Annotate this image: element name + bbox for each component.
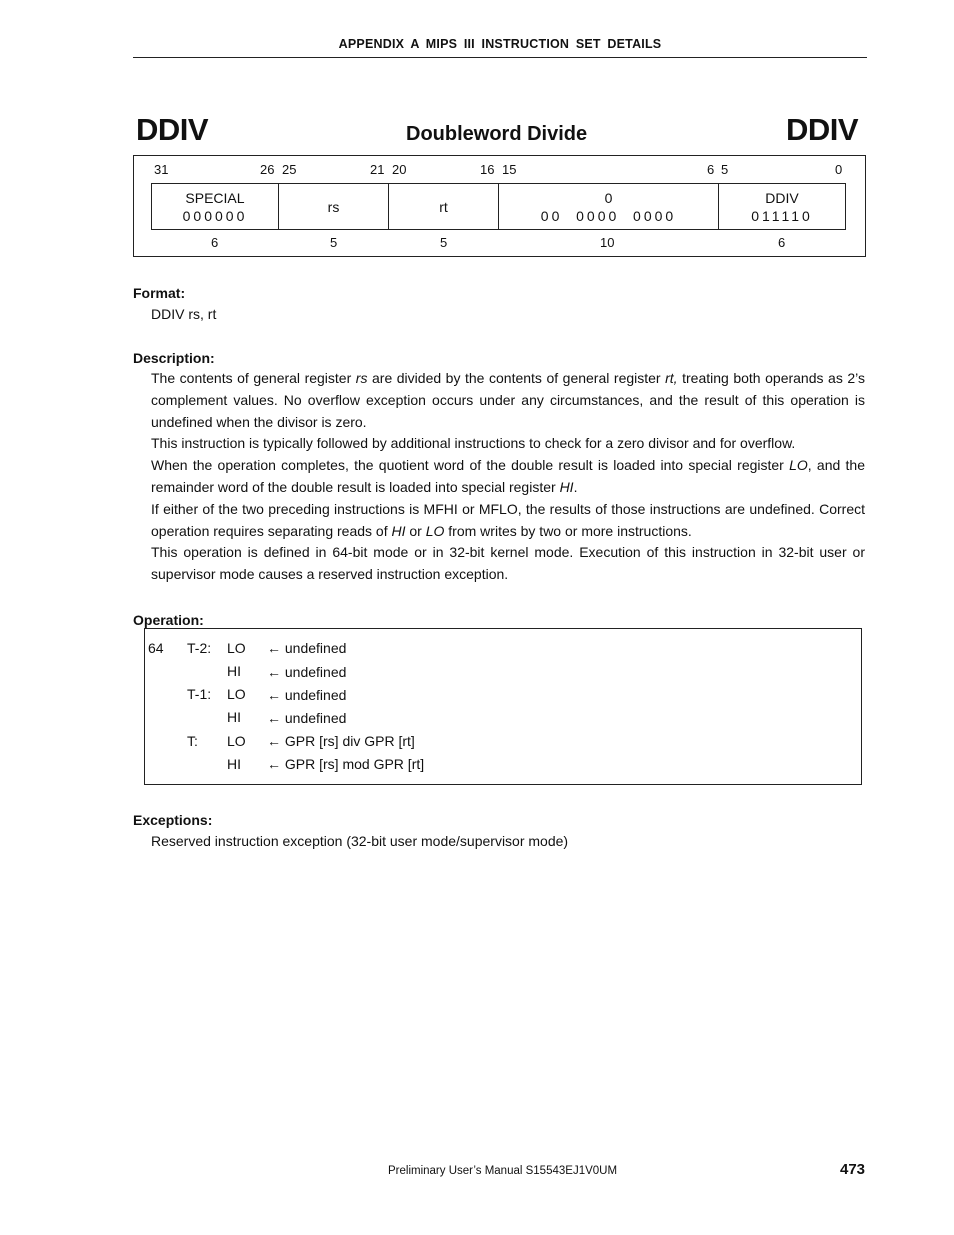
footer-manual: Preliminary User’s Manual S15543EJ1V0UM: [388, 1165, 618, 1177]
width-ddiv: 6: [778, 235, 786, 250]
op-expression: ← GPR [rs] div GPR [rt]: [267, 733, 415, 749]
op-register: LO: [227, 640, 246, 656]
operation-box: [144, 628, 862, 785]
op-register: LO: [227, 686, 246, 702]
op-register: LO: [227, 733, 246, 749]
bit-31: 31: [154, 162, 169, 177]
format-syntax: DDIV rs, rt: [151, 306, 217, 322]
width-rs: 5: [330, 235, 338, 250]
bit-5: 5: [721, 162, 729, 177]
bit-16: 16: [480, 162, 495, 177]
description-paragraph: The contents of general register rs are divided by the contents of general register rt, treating both operands as 2’s complement values. No overflow exception occurs under any circumstances, and the result of this operation is undefined when the divisor is zero.: [151, 370, 866, 430]
operation-mode: 64: [148, 640, 164, 656]
op-stage: T-2:: [187, 640, 212, 656]
description-paragraph: This operation is defined in 64-bit mode or in 32-bit kernel mode. Execution of this instruction in 32-bit user or supervisor mode causes a reserved instruction exception.: [151, 544, 865, 583]
op-register: HI: [227, 756, 241, 772]
description-paragraph: If either of the two preceding instructions is MFHI or MFLO, the results of those instructions are undefined. Correct operation requires separating reads of HI or LO from writes by two or more instructions.: [151, 500, 865, 539]
field-code: 00 0000 0000: [540, 207, 677, 224]
field-name: DDIV: [765, 189, 799, 206]
format-heading: Format:: [133, 285, 186, 301]
description-body: [151, 368, 865, 586]
bit-0: 0: [835, 162, 843, 177]
field-name: SPECIAL: [185, 189, 245, 206]
field-name: rs: [327, 198, 340, 215]
header-rule: [133, 57, 867, 58]
field-rs: [279, 184, 389, 229]
instruction-fields: [151, 183, 846, 230]
field-ddiv: [719, 184, 845, 229]
instruction-name: Doubleword Divide: [406, 123, 588, 145]
op-expression: ← undefined: [267, 640, 347, 656]
width-rt: 5: [440, 235, 448, 250]
description-heading: Description:: [133, 350, 215, 366]
op-expression: ← undefined: [267, 687, 347, 703]
field-rt: [389, 184, 499, 229]
mnemonic-left: DDIV: [136, 112, 209, 147]
op-stage: T-1:: [187, 686, 212, 702]
description-paragraph: This instruction is typically followed by additional instructions to check for a zero divisor and for overflow.: [151, 435, 796, 452]
bit-25: 25: [282, 162, 297, 177]
exceptions-text: Reserved instruction exception (32-bit user mode/supervisor mode): [151, 833, 569, 849]
field-special: [152, 184, 279, 229]
exceptions-heading: Exceptions:: [133, 812, 213, 828]
bit-6: 6: [707, 162, 715, 177]
bit-21: 21: [370, 162, 385, 177]
field-zero: [499, 184, 719, 229]
op-expression: ← GPR [rs] mod GPR [rt]: [267, 756, 425, 772]
bit-26: 26: [260, 162, 275, 177]
op-register: HI: [227, 709, 241, 725]
field-code: 000000: [182, 207, 248, 224]
field-name: rt: [439, 198, 448, 215]
bit-20: 20: [392, 162, 407, 177]
field-code: 011110: [751, 207, 813, 224]
op-stage: T:: [187, 733, 198, 749]
op-expression: ← undefined: [267, 710, 347, 726]
description-paragraph: When the operation completes, the quotient word of the double result is loaded into special register LO, and the remainder word of the double result is loaded into special register HI.: [151, 457, 865, 495]
width-special: 6: [211, 235, 219, 250]
field-name: 0: [604, 189, 613, 206]
op-register: HI: [227, 663, 241, 679]
operation-heading: Operation:: [133, 612, 204, 628]
page-number: 473: [840, 1161, 866, 1178]
running-header: APPENDIX A MIPS III INSTRUCTION SET DETAILS: [338, 37, 662, 51]
op-expression: ← undefined: [267, 664, 347, 680]
width-zero: 10: [600, 235, 615, 250]
mnemonic-right: DDIV: [786, 112, 859, 147]
bit-15: 15: [502, 162, 517, 177]
